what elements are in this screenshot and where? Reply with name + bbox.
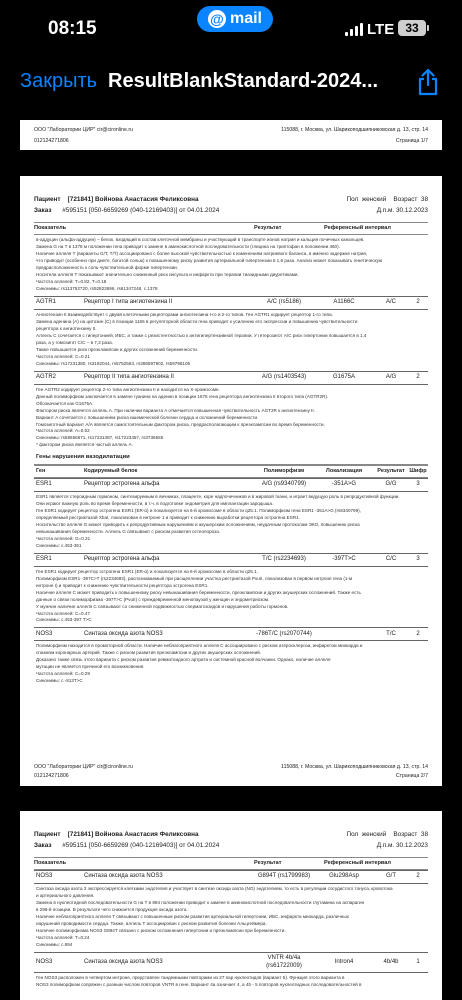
description-line: Частота аллелей: C=0.47	[36, 610, 90, 616]
patient-value: [721841] Войнова Анастасия Феликсовна	[67, 831, 199, 838]
table-row	[34, 952, 428, 973]
table-row	[34, 478, 428, 492]
description-line: Синонимы: rs58556671, rs17231387, rs17223457, rs3736555	[36, 435, 164, 441]
polymorphism: G894T (rs1799983)	[257, 873, 311, 880]
description-line: в 298-й позиции. В результате чего снижается продукция оксида азота.	[36, 907, 188, 913]
protein-name: Синтаза оксида азота NOS3	[84, 958, 163, 965]
header-reference: Референсный интервал	[324, 225, 391, 231]
description-line: Частота аллелей: T=0.82, T=0.18	[36, 278, 107, 284]
dob-label: Д.п.м.	[376, 207, 395, 215]
localization: Intron4	[334, 958, 354, 965]
cipher-code: 3	[416, 555, 420, 562]
description-line: * фактором риска является частый аллель A.	[36, 442, 133, 448]
header-cipher: Шифр	[409, 467, 427, 474]
age-value: 38	[420, 196, 428, 203]
protein-name: Рецептор I типа ангиотензина II	[84, 299, 173, 306]
description-line: данные о связи полиморфизма -397T>C (PvuII) с преждевременной менопаузой у женщин и эндометриозом.	[36, 596, 270, 602]
status-time: 08:15	[48, 18, 97, 39]
gene-result-block	[34, 952, 428, 992]
gene-name: ESR1	[36, 481, 52, 488]
header-indicator: Показатель	[34, 225, 67, 231]
cipher-code: 3	[416, 481, 420, 488]
gene-table-header	[34, 465, 428, 478]
header-indicator: Показатель	[34, 860, 67, 866]
gene-name: NOS3	[36, 630, 53, 637]
cipher-code: 2	[416, 373, 420, 380]
genotype-result: A/C	[385, 299, 396, 306]
description-line: У мужчин наличие аллеля C связывают со сниженной подвижностью сперматозоидов и нарушения работы гормонов.	[36, 603, 289, 609]
org-address: 115088, г. Москва, ул. Шарикоподшипниковская д. 13, стр. 14	[281, 127, 428, 133]
description-line: интроне I) и приводит к снижению чувствительности рецептора эстрогена ESR1.	[36, 582, 209, 588]
description-line: Синонимы: c.453-351	[36, 542, 82, 548]
gene-description	[34, 492, 428, 553]
description-line: Частота аллелей: C=0.29	[36, 671, 90, 677]
table-header	[34, 222, 428, 235]
patient-block	[34, 831, 428, 853]
gene-rows-group-1	[34, 296, 428, 452]
description-line: Вариант A сочетается с повышением риска ишемической болезни сердца и осложнений беременности.	[36, 414, 259, 420]
org-address: 115088, г. Москва, ул. Шарикоподшипниковская д. 13, стр. 14	[281, 763, 428, 770]
gene-result-block	[34, 553, 428, 628]
description-line: Гомозиготный вариант A/A является самостоятельным фактором риска, предрасполагающим к преэклампсии во время беременности.	[36, 421, 325, 427]
description-line: Наличие полиморфизма NOS3 G894T связано с риском осложнения гипертонии и преэклампсии при беременности.	[36, 927, 286, 933]
results-table	[34, 222, 428, 688]
age-value: 38	[420, 831, 428, 838]
network-type: LTE	[367, 21, 395, 38]
order-value: #595151 [050-6659269 (040-12169403)] от 04.01.2024	[62, 842, 220, 850]
description-line: Они играют важную роль во время беременности, в т.ч. в подготовке эндометрия для имплантации зародыша.	[36, 500, 274, 506]
sex-value: женский	[361, 831, 387, 838]
document-page-1	[20, 120, 442, 150]
mail-app-pill[interactable]	[197, 6, 273, 32]
description-line: Аллель C сочетается с гипертонией, ИБС, а также с резистентностью к антигипертензивной терапии. У гетерозигот A/C риск гипертонии повышается в 1,4	[36, 332, 367, 338]
page-footer	[34, 127, 428, 144]
gene-description	[34, 641, 428, 688]
description-line: Наличие неблагоприятного аллеля T связывают с повышенным риском развития артериальной гипертонии, ИБС, инфаркта миокарда, различных	[36, 914, 349, 920]
gene-name: AGTR1	[36, 299, 57, 306]
gene-result-block	[34, 627, 428, 688]
description-line: ESR1 является стероидным гормоном, синтезируемым в яичниках, плаценте, коре надпочечников и в жировой ткани, и играет ведущую роль в репродуктивной функции.	[36, 493, 400, 499]
description-line: невынашивания беременности. Аллель G связывают с риском развития остеопороза.	[36, 528, 221, 534]
description-line: Носители аллеля T показывают значительно сниженный риск инсульта и инфаркта при терапии тиазидными диуретиками.	[36, 272, 299, 277]
document-page-3	[20, 811, 442, 1000]
polymorphism: A/G (rs9340799)	[261, 481, 307, 488]
localization: A1166C	[333, 299, 355, 306]
sex-label: Пол	[346, 196, 359, 203]
genotype-result: G/T	[386, 873, 396, 880]
gene-name: NOS3	[36, 873, 53, 880]
description-line: что приводит (особенно при диете, богатой солью) к повышенному риску развития артериальной гипертензии в 1,6 раза. Анализ может показывать генетическую	[36, 258, 383, 264]
cipher-code: 2	[416, 299, 420, 306]
sex-label: Пол	[346, 831, 359, 838]
nav-bar	[0, 62, 462, 106]
gene-description	[34, 385, 428, 453]
header-result: Результат	[254, 860, 282, 866]
header-gene: Ген	[36, 467, 46, 474]
header-polymorphism: Полиморфизм	[263, 467, 305, 474]
age-label: Возраст	[393, 196, 418, 203]
at-sign-icon: @	[208, 10, 226, 28]
description-line: Частота аллелей: T=0.24	[36, 934, 90, 940]
polymorphism: A/C (rs5186)	[266, 299, 301, 306]
description-line: нарушений проводимости сердца. Также, аллель T ассоциирован с риском развития болезни Альцгеймера.	[36, 921, 267, 926]
mail-pill-label: mail	[229, 10, 262, 27]
description-line: предрасположенность к соль-чувствительной форме гипертензии.	[36, 265, 179, 271]
description-line: Синонимы: c.-813T>C	[36, 678, 83, 684]
localization: Glu298Asp	[329, 873, 359, 880]
gene-name: ESR1	[36, 555, 52, 562]
description-line: Синонимы: rs17231380, rs3192044, rs5752563, rs386597902, rs59798105	[36, 360, 191, 366]
description-line: Синтаза оксида азота 3 экспрессируется клетками эндотелия и участвует в синтезе оксида азота (NO) эндотелием, то есть в регуляции сосудистого тонуса, кровотока	[36, 886, 393, 892]
gene-result-block	[34, 296, 428, 371]
dob-value: 30.12.2023	[396, 207, 428, 215]
patient-label: Пациент	[34, 831, 61, 838]
localization: -397T>C	[332, 555, 356, 562]
gene-description	[34, 973, 428, 992]
polymorphism: -786T/C (rs2070744)	[256, 630, 312, 637]
description-line: Ангиотензин II взаимодействует с двумя клеточными рецепторами ангиотензина I-го и 2-го типов. Ген AGTR1 кодирует рецептор 1-го типа.	[36, 311, 333, 317]
description-line: Синонимы: c.453-397 T>C	[36, 617, 92, 623]
description-line: в-аддуцин (альфа-аддуцин) – белок, входящий в состав клеточной мембраны и участвующий в транспорте ионов натрия и кальция почечных канальцев.	[36, 237, 365, 243]
localization: G1675A	[332, 373, 356, 380]
description-line: Частота аллелей: C=0.21	[36, 353, 90, 359]
page-footer	[34, 764, 428, 780]
polymorphism: A/G (rs1403543)	[261, 373, 307, 380]
description-line: Полиморфизм находится в промоторной области. Наличие неблагоприятного аллеля C ассоциировано с риском атеросклероза, инфарктом миокарда и	[36, 643, 363, 649]
table-row	[34, 296, 428, 310]
gene-description	[34, 884, 428, 952]
description-line: Полиморфизм ESR1 -397C>T (rs2234693), распознаваемый при расщеплении участка рестриктазой PvuII, локализован в первом интроне гена (1-м	[36, 575, 353, 581]
description-line: Наличие аллеля T (варианты G/T, T/T) ассоциировано с более высокой чувствительностью к изменениям натриевого баланса, в именно задержке натрия,	[36, 251, 368, 257]
genotype-result: C/C	[385, 555, 397, 562]
description-line: NOS3 полиморфизм сопряжен с разным числом повторов VNTR в гене. Вариант 4а означает 4, а 4b - 5 повторов нуклеотидных последовательностей в	[36, 982, 362, 988]
description-line: рецептора к ангиотензину II.	[36, 325, 97, 331]
header-reference: Референсный интервал	[324, 860, 391, 866]
gene-description	[34, 567, 428, 628]
patient-value: [721841] Войнова Анастасия Феликсовна	[67, 196, 199, 203]
description-line: и артериального давления.	[36, 893, 95, 899]
description-line: мутации не является причиной его возникновения.	[36, 664, 145, 670]
table-row	[34, 553, 428, 567]
close-button[interactable]: Закрыть	[20, 70, 98, 92]
genotype-result: A/G	[385, 373, 397, 380]
genotype-result: 4b/4b	[383, 958, 399, 965]
patient-block	[34, 196, 428, 218]
description-line: Замена G на T в 1378 м положении гена приводит к замене в аминокислотной последовательности (глицина на триптофан в положении 460).	[36, 244, 340, 250]
description-line: Синонимы: rs113752720, rs52823696, rs61347248, c.1378	[36, 285, 158, 291]
description-line: Обозначается как G1675A.	[36, 400, 94, 406]
header-protein: Кодируемый белок	[84, 467, 138, 474]
gene-result-block	[34, 478, 428, 553]
cipher-code: 2	[416, 873, 420, 880]
description-line: Данный полиморфизм заключается в замене гуанина на аденин в позиции 1675 гена рецептора ангиотензина II второго типа (AGTR2R).	[36, 393, 329, 399]
polymorphism: VNTR 4b/4a (rs61722009)	[266, 954, 302, 969]
description-line: Частота аллелей: A=0.52	[36, 428, 90, 434]
gene-result-block	[34, 371, 428, 453]
battery-icon: 33	[398, 20, 426, 36]
description-line: Доказано также связь этого варианта с риском развития ревматоидного артрита и системной красной волчанки. Однако, наличие аллеля	[36, 657, 331, 663]
order-value: #595151 [050-6659269 (040-12169403)] от 04.01.2024	[62, 207, 220, 215]
gene-rows-group-2	[34, 478, 428, 688]
org-inn: 012124271806	[34, 773, 69, 780]
genotype-result: T/C	[386, 630, 396, 637]
protein-name: Рецептор эстрогена альфа	[84, 555, 160, 562]
results-table-page-3	[34, 857, 428, 992]
protein-name: Рецептор эстрогена альфа	[84, 481, 160, 488]
description-line: спазмом коронарных артерий. Также с риском развития преэклампсии и других акушерских осложнений.	[36, 650, 261, 656]
description-line: Наличие аллеля C может приводить к повышенному риску невынашивания беременности, преэклампсии и других акушерских осложнений. Также есть	[36, 589, 361, 595]
description-line: Ген NOS3 расположен в четвертом интроне, представлен тандемными повторами из 27 пар нуклеотидов (вариант 5). Функция этого варианта в	[36, 975, 345, 981]
page-number: Страница 2/7	[395, 773, 428, 780]
patient-label: Пациент	[34, 196, 61, 203]
org-inn: 012124271806	[34, 137, 69, 144]
localization: -351A>G	[331, 481, 357, 488]
section-title: Гены нарушения вазодилатации	[34, 452, 428, 464]
table-row	[34, 627, 428, 641]
description-line: раза, а у гомозигот C/C – в 7,3 раза.	[36, 339, 113, 345]
order-label: Заказ	[34, 842, 52, 850]
gene-result-block	[34, 870, 428, 952]
org-name: ООО "Лаборатории ЦИР" cir@cironline.ru	[34, 763, 133, 770]
description-line: Ген ESR1 кодирует рецептор эстрогена ESR1 (ER-α) и локализуется на 6-й хромосоме в области q25.1. Полиморфизм гена ESR1 -351A>G (rs9340799),	[36, 507, 361, 513]
description-line: Фактором риска является аллель A. При наличии варианта A отмечается повышенная чувствительность AGT2R к ангиотензину II.	[36, 407, 315, 413]
table-header	[34, 857, 428, 870]
document-title: ResultBlankStandard-2024...	[108, 70, 379, 92]
sex-value: женский	[361, 196, 387, 203]
description-line: определяемый рестриктазой XbaI, локализован в интроне 1 и приводит к снижению выработки рецептора эстрогена ESR1.	[36, 514, 300, 520]
table-row	[34, 870, 428, 884]
gene-rows-group-3	[34, 870, 428, 992]
age-label: Возраст	[393, 831, 418, 838]
signal-icon	[345, 22, 363, 36]
status-bar	[0, 0, 462, 62]
org-name: ООО "Лаборатории ЦИР" cir@cironline.ru	[34, 127, 133, 133]
protein-name: Синтаза оксида азота NOS3	[84, 873, 163, 880]
description-line: Частота аллелей: G=0.31	[36, 535, 91, 541]
header-result: Результат	[254, 225, 282, 231]
dob-value: 30.12.2023	[396, 842, 428, 850]
polymorphism: T/C (rs2234693)	[262, 555, 306, 562]
protein-name: Рецептор II типа ангиотензина II	[84, 373, 174, 380]
gene-name: NOS3	[36, 958, 53, 965]
protein-name: Синтаза оксида азота NOS3	[84, 630, 163, 637]
header-localization: Локализация	[325, 467, 363, 474]
description-line: Ген AGTR2 кодирует рецептор 2-го типа ангиотензина II и находится на X-хромосоме.	[36, 386, 220, 392]
dob-label: Д.п.м.	[376, 842, 395, 850]
description-line: Замена аденина (A) на цитозин (C) в позиции 1166 в регуляторной области гена приводит к усилению его экспрессии и повышению чувствительности	[36, 318, 358, 324]
description-line: Ген ESR1 кодирует рецептор эстрогена ESR1 (ER-α) и локализуется на 6-й хромосоме в области q25.1.	[36, 568, 258, 574]
gene-name: AGTR2	[36, 373, 57, 380]
genotype-result: G/G	[385, 481, 397, 488]
description-line: Носительство аллеля G может приводить к репродуктивным нарушениям и акушерским осложнениям, неудачным протоколам ЭКО, повышению риска	[36, 521, 360, 527]
description-line: Синонимы: c.894	[36, 941, 73, 947]
header-gene-result: Результат	[377, 467, 405, 474]
document-page-2	[20, 176, 442, 786]
table-row	[34, 371, 428, 385]
share-icon[interactable]	[416, 68, 440, 96]
description-line: Также повышается риск преэклампсии и других осложнений беременности.	[36, 346, 199, 352]
page-number: Страница 1/7	[395, 137, 428, 144]
cipher-code: 2	[416, 630, 420, 637]
gene-description	[34, 310, 428, 371]
description-line: Замена в нуклеотидной последовательности G на T в 894 положении приводит к замене в аминокислотной последовательности глутамина на аспарагин	[36, 900, 365, 906]
intro-description	[34, 235, 428, 296]
order-label: Заказ	[34, 207, 52, 215]
cipher-code: 1	[416, 958, 420, 965]
